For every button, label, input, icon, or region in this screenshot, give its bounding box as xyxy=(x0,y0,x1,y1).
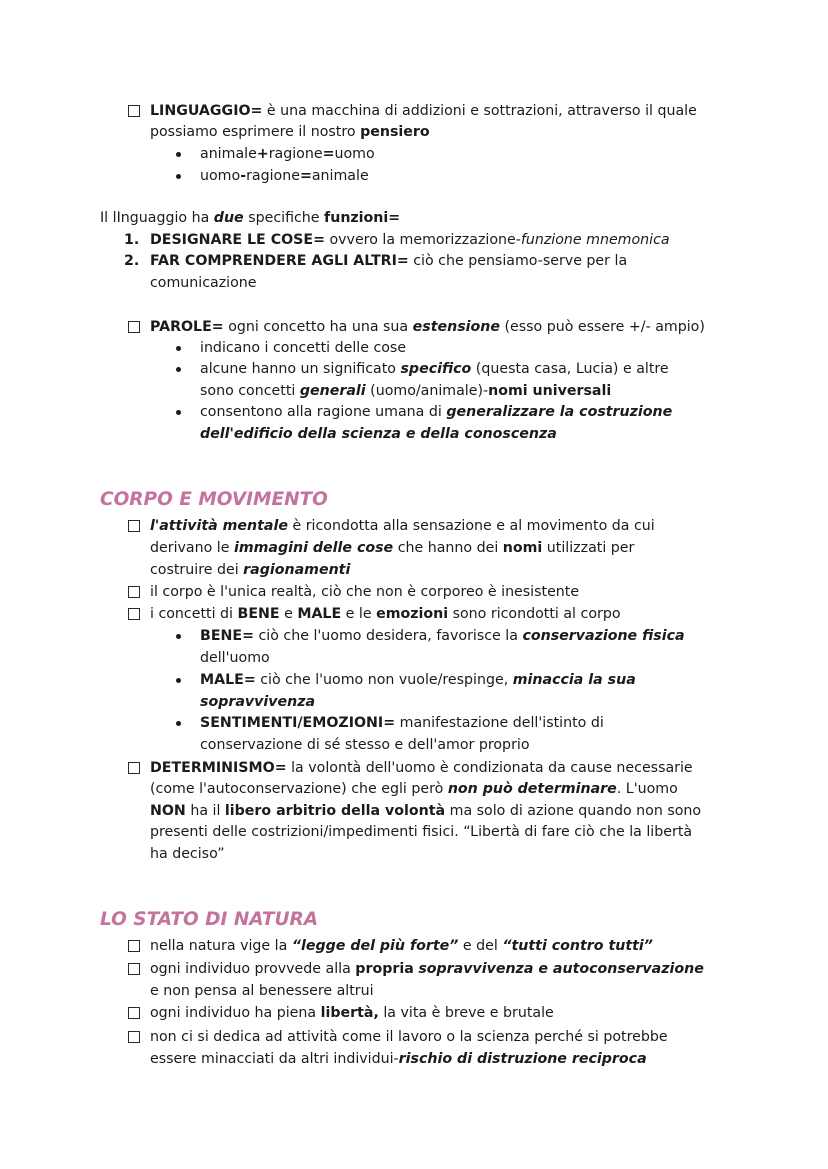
funzione-1-line-1 xyxy=(150,230,670,251)
text-run: rischio di distruzione reciproca xyxy=(398,1051,647,1067)
text-run: ragione xyxy=(246,168,300,184)
text-run: è ricondotta alla sensazione e al movimento da cui xyxy=(287,518,655,534)
text-run: comunicazione xyxy=(150,275,257,291)
text-run: ciò che l'uomo non vuole/respinge, xyxy=(255,672,513,688)
text-run: animale xyxy=(311,168,369,184)
text-run: derivano le xyxy=(150,540,234,556)
bullet-icon xyxy=(176,678,181,683)
text-run: e non pensa al benessere altrui xyxy=(150,983,374,999)
bullet-icon xyxy=(176,367,181,372)
text-run: estensione xyxy=(412,319,500,335)
parole-bullet-2-line-1 xyxy=(200,359,669,380)
bullet-icon xyxy=(176,721,181,726)
text-run: sono concetti xyxy=(200,383,300,399)
text-run: sono ricondotti al corpo xyxy=(448,606,621,622)
checkbox-icon[interactable] xyxy=(128,940,140,952)
text-run: il corpo è l'unica realtà, ciò che non è corporeo è inesistente xyxy=(150,584,580,600)
text-run: specifico xyxy=(400,361,472,377)
text-run: MALE= xyxy=(200,672,256,688)
text-run: che hanno dei xyxy=(393,540,503,556)
determinismo-line-4 xyxy=(150,822,692,843)
text-run: sopravvivenza e autoconservazione xyxy=(418,961,704,977)
checkbox-icon[interactable] xyxy=(128,321,140,333)
text-run: NON xyxy=(150,803,186,819)
text-run: ha il xyxy=(185,803,225,819)
sentimenti-line-1 xyxy=(200,713,604,734)
text-run: (uomo/animale)- xyxy=(365,383,489,399)
text-run: nella natura vige la xyxy=(150,938,292,954)
text-run: generalizzare la costruzione xyxy=(446,404,673,420)
determinismo-line-5 xyxy=(150,844,225,865)
funzioni-intro xyxy=(100,208,400,229)
text-run: la vita è breve e brutale xyxy=(378,1005,554,1021)
text-run: ovvero la memorizzazione- xyxy=(324,232,521,248)
bullet-icon xyxy=(176,410,181,415)
text-run: specifiche xyxy=(243,210,325,226)
text-run: . L'uomo xyxy=(616,781,678,797)
checkbox-icon[interactable] xyxy=(128,1007,140,1019)
text-run: i concetti di xyxy=(150,606,238,622)
text-run: indicano i concetti delle cose xyxy=(200,340,407,356)
checkbox-icon[interactable] xyxy=(128,963,140,975)
text-run: SENTIMENTI/EMOZIONI= xyxy=(200,715,396,731)
parole-bullet-3-line-2 xyxy=(200,424,557,445)
linguaggio-line-1 xyxy=(150,101,697,122)
text-run: FAR COMPRENDERE AGLI ALTRI= xyxy=(150,253,409,269)
bene-line-1 xyxy=(200,626,685,647)
parole-bullet-3-line-1 xyxy=(200,402,672,423)
text-run: alcune hanno un significato xyxy=(200,361,401,377)
corpo-item-3-line-1 xyxy=(150,604,621,625)
determinismo-line-3 xyxy=(150,801,701,822)
text-run: generali xyxy=(299,383,366,399)
text-run: MALE xyxy=(297,606,342,622)
text-run: e le xyxy=(341,606,377,622)
natura-item-4-line-1 xyxy=(150,1027,668,1048)
text-run: BENE xyxy=(237,606,280,622)
corpo-item-2 xyxy=(150,582,579,603)
text-run: ma solo di azione quando non sono xyxy=(445,803,702,819)
natura-item-2-line-1 xyxy=(150,959,704,980)
bullet-icon xyxy=(176,634,181,639)
parole-bullet-1 xyxy=(200,338,406,359)
parole-line-1 xyxy=(150,317,705,338)
text-run: non può determinare xyxy=(447,781,617,797)
checkbox-icon[interactable] xyxy=(128,762,140,774)
corpo-item-1-line-3 xyxy=(150,560,350,581)
checkbox-icon[interactable] xyxy=(128,520,140,532)
heading-stato-natura: LO STATO DI NATURA xyxy=(100,909,319,930)
text-run: ogni individuo ha piena xyxy=(150,1005,321,1021)
text-run: nomi universali xyxy=(488,383,612,399)
natura-item-2-line-2 xyxy=(150,981,374,1002)
text-run: la volontà dell'uomo è condizionata da cause necessarie xyxy=(286,760,693,776)
list-number: 2. xyxy=(124,253,140,269)
text-run: nomi xyxy=(502,540,543,556)
text-run: BENE= xyxy=(200,628,254,644)
text-run: consentono alla ragione umana di xyxy=(200,404,447,420)
linguaggio-line-2 xyxy=(150,122,430,143)
linguaggio-bullet-1 xyxy=(200,144,375,165)
text-run: libero arbitrio della volontà xyxy=(224,803,446,819)
text-run: LINGUAGGIO= xyxy=(150,103,263,119)
text-run: (come l'autoconservazione) che egli però xyxy=(150,781,448,797)
text-run: essere minacciati da altri individui- xyxy=(150,1051,399,1067)
text-run: è una macchina di addizioni e sottrazioni, attraverso il quale xyxy=(262,103,697,119)
bullet-icon xyxy=(176,174,181,179)
text-run: “legge del più forte” xyxy=(291,938,459,954)
natura-item-1 xyxy=(150,936,653,957)
text-run: ragione xyxy=(268,146,323,162)
parole-bullet-2-line-2 xyxy=(200,381,611,402)
text-run: immagini delle cose xyxy=(233,540,394,556)
text-run: uomo xyxy=(200,168,241,184)
male-line-2 xyxy=(200,692,315,713)
text-run: uomo xyxy=(334,146,375,162)
linguaggio-bullet-2 xyxy=(200,166,369,187)
text-run: propria xyxy=(355,961,414,977)
natura-item-4-line-2 xyxy=(150,1049,647,1070)
text-run: sopravvivenza xyxy=(200,694,316,710)
corpo-item-1-line-2 xyxy=(150,538,634,559)
text-run: (questa casa, Lucia) e altre xyxy=(471,361,669,377)
text-run: (esso può essere +/- ampio) xyxy=(499,319,705,335)
bullet-icon xyxy=(176,152,181,157)
text-run: costruire dei xyxy=(150,562,244,578)
male-line-1 xyxy=(200,670,636,691)
bullet-icon xyxy=(176,346,181,351)
text-run: conservazione fisica xyxy=(522,628,685,644)
text-run: utilizzati per xyxy=(542,540,635,556)
text-run: ragionamenti xyxy=(243,562,351,578)
text-run: Il lInguaggio ha xyxy=(100,210,214,226)
funzione-2-line-2 xyxy=(150,273,257,294)
text-run: possiamo esprimere il nostro xyxy=(150,124,361,140)
funzione-2-line-1 xyxy=(150,251,627,272)
text-run: emozioni xyxy=(376,606,449,622)
text-run: ogni concetto ha una sua xyxy=(223,319,413,335)
text-run: ciò che l'uomo desidera, favorisce la xyxy=(253,628,523,644)
text-run: l'attività mentale xyxy=(150,518,288,534)
text-run: non ci si dedica ad attività come il lavoro o la scienza perché si potrebbe xyxy=(150,1029,668,1045)
text-run: dell'edificio della scienza e della conoscenza xyxy=(200,426,557,442)
bene-line-2 xyxy=(200,648,270,669)
text-run: libertà, xyxy=(320,1005,379,1021)
list-number: 1. xyxy=(124,232,140,248)
text-run: DESIGNARE LE COSE= xyxy=(150,232,325,248)
text-run: = xyxy=(299,168,312,184)
sentimenti-line-2 xyxy=(200,735,530,756)
text-run: minaccia la sua xyxy=(512,672,636,688)
text-run: = xyxy=(322,146,335,162)
text-run: PAROLE= xyxy=(150,319,224,335)
text-run: e del xyxy=(458,938,503,954)
text-run: ciò che pensiamo-serve per la xyxy=(408,253,628,269)
natura-item-3 xyxy=(150,1003,554,1024)
text-run: pensiero xyxy=(360,124,430,140)
checkbox-icon[interactable] xyxy=(128,105,140,117)
text-run: due xyxy=(213,210,244,226)
text-run: + xyxy=(256,146,269,162)
text-run: ha deciso” xyxy=(150,846,225,862)
corpo-item-1-line-1 xyxy=(150,516,655,537)
text-run: funzioni= xyxy=(324,210,401,226)
text-run: e xyxy=(279,606,298,622)
checkbox-icon[interactable] xyxy=(128,1031,140,1043)
determinismo-line-2 xyxy=(150,779,678,800)
text-run: ogni individuo provvede alla xyxy=(150,961,356,977)
text-run: - xyxy=(240,168,247,184)
determinismo-line-1 xyxy=(150,758,693,779)
text-run: DETERMINISMO= xyxy=(150,760,287,776)
checkbox-icon[interactable] xyxy=(128,586,140,598)
text-run: “tutti contro tutti” xyxy=(502,938,653,954)
heading-corpo-movimento: CORPO E MOVIMENTO xyxy=(100,489,328,510)
text-run: manifestazione dell'istinto di xyxy=(395,715,604,731)
text-run: funzione mnemonica xyxy=(520,232,670,248)
text-run: conservazione di sé stesso e dell'amor proprio xyxy=(200,737,530,753)
text-run: presenti delle costrizioni/impedimenti fisici. “Libertà di fare ciò che la libertà xyxy=(150,824,693,840)
text-run: dell'uomo xyxy=(200,650,270,666)
text-run: animale xyxy=(200,146,257,162)
checkbox-icon[interactable] xyxy=(128,608,140,620)
